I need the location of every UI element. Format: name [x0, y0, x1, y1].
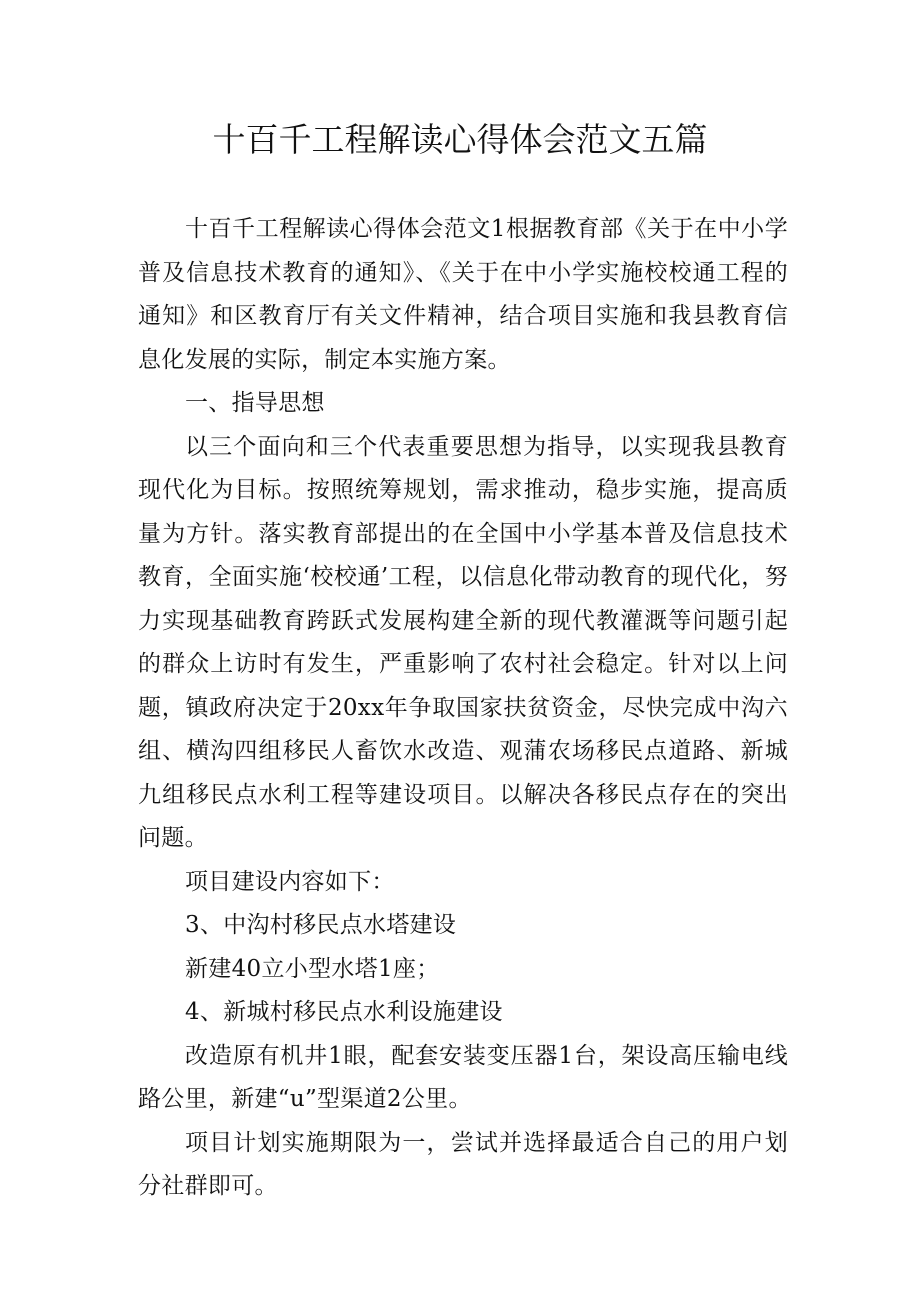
- paragraph-intro: 十百千工程解读心得体会范文1根据教育部《关于在中小学普及信息技术教育的通知》、《关于在中小学实施校校通工程的通知》和区教育厅有关文件精神，结合项目实施和我县教育信息化发展的实际，制定本实施方案。: [138, 216, 788, 373]
- item-new-water-tower: 新建40立小型水塔1座；: [185, 955, 440, 982]
- document-title: 十百千工程解读心得体会范文五篇: [212, 120, 708, 159]
- heading-guiding-thought: 一、指导思想: [185, 390, 325, 416]
- document-body: [138, 208, 788, 1209]
- item-well-renovation: 改造原有机井1眼，配套安装变压器1台，架设高压输电线路公里，新建“u”型渠道2公里。: [138, 1042, 788, 1112]
- paragraph-implementation-period: 项目计划实施期限为一，尝试并选择最适合自己的用户划分社群即可。: [138, 1129, 788, 1199]
- item-zhonggou-water-tower: 3、中沟村移民点水塔建设: [185, 912, 457, 938]
- paragraph-guiding-thought: 以三个面向和三个代表重要思想为指导，以实现我县教育现代化为目标。按照统筹规划，需求推动，稳步实施，提高质量为方针。落实教育部提出的在全国中小学基本普及信息技术教育，全面实施‘校校通’工程，以信息化带动教育的现代化，努力实现基础教育跨跃式发展构建全新的现代教灌溉等问题引起的群众上访时有发生，严重影响了农村社会稳定。针对以上问题，镇政府决定于20xx年争取国家扶贫资金，尽快完成中沟六组、横沟四组移民人畜饮水改造、观蒲农场移民点道路、新城九组移民点水利工程等建设项目。以解决各移民点存在的突出问题。: [138, 433, 788, 851]
- heading-project-content: 项目建设内容如下：: [185, 868, 395, 895]
- item-xincheng-irrigation: 4、新城村移民点水利设施建设: [185, 999, 503, 1025]
